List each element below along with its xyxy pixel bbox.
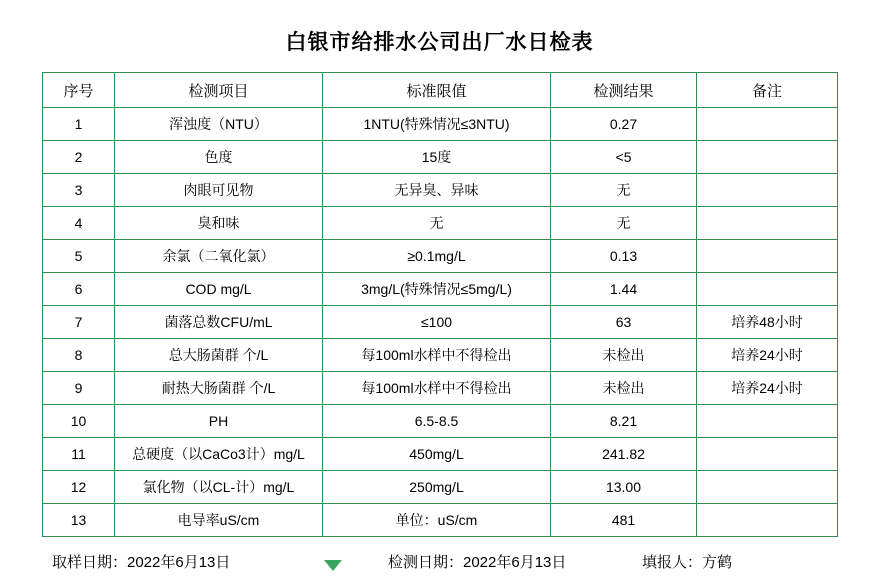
cell-no: 4 (43, 207, 115, 240)
table-row (43, 504, 838, 537)
table-row (43, 273, 838, 306)
cell-note (697, 471, 838, 504)
column-header-no: 序号 (43, 73, 115, 108)
table-row (43, 405, 838, 438)
test-date-text: 检测日期：2022年6月13日 (388, 554, 567, 571)
column-header-item: 检测项目 (115, 73, 323, 108)
filler-name-text: 填报人：方鹤 (642, 554, 733, 571)
cell-no: 7 (43, 306, 115, 339)
cell-item: 菌落总数CFU/mL (115, 306, 323, 339)
cell-no: 9 (43, 372, 115, 405)
cell-note (697, 405, 838, 438)
cell-item: 总大肠菌群 个/L (115, 339, 323, 372)
cell-result: <5 (551, 141, 697, 174)
cell-result: 未检出 (551, 372, 697, 405)
cell-result: 8.21 (551, 405, 697, 438)
cell-result: 1.44 (551, 273, 697, 306)
cell-standard: ≤100 (323, 306, 551, 339)
cell-standard: 无异臭、异味 (323, 174, 551, 207)
cell-item: 臭和味 (115, 207, 323, 240)
table-row (43, 108, 838, 141)
cell-standard: 每100ml水样中不得检出 (323, 372, 551, 405)
cell-result: 241.82 (551, 438, 697, 471)
cell-standard: ≥0.1mg/L (323, 240, 551, 273)
cell-standard: 3mg/L(特殊情况≤5mg/L) (323, 273, 551, 306)
cell-note: 培养24小时 (697, 339, 838, 372)
table-header-row (43, 73, 838, 108)
cell-result: 无 (551, 174, 697, 207)
cell-note (697, 240, 838, 273)
cell-standard: 6.5-8.5 (323, 405, 551, 438)
cell-item: 总硬度（以CaCo3计）mg/L (115, 438, 323, 471)
table-row (43, 240, 838, 273)
table-row (43, 438, 838, 471)
cell-item: 电导率uS/cm (115, 504, 323, 537)
cell-note: 培养24小时 (697, 372, 838, 405)
cell-note (697, 438, 838, 471)
cell-standard: 无 (323, 207, 551, 240)
water-quality-table (42, 72, 838, 537)
cell-item: 色度 (115, 141, 323, 174)
cell-no: 10 (43, 405, 115, 438)
column-header-result: 检测结果 (551, 73, 697, 108)
cell-no: 8 (43, 339, 115, 372)
cell-no: 11 (43, 438, 115, 471)
sample-date-text: 取样日期：2022年6月13日 (52, 554, 231, 571)
document-footer (0, 551, 879, 577)
cell-result: 13.00 (551, 471, 697, 504)
cell-result: 0.27 (551, 108, 697, 141)
cell-no: 13 (43, 504, 115, 537)
cell-note (697, 108, 838, 141)
table-row (43, 207, 838, 240)
cell-note: 培养48小时 (697, 306, 838, 339)
cell-note (697, 504, 838, 537)
table-row (43, 471, 838, 504)
cell-no: 3 (43, 174, 115, 207)
cell-note (697, 273, 838, 306)
cell-note (697, 207, 838, 240)
cell-item: PH (115, 405, 323, 438)
cell-item: 浑浊度（NTU） (115, 108, 323, 141)
cell-standard: 15度 (323, 141, 551, 174)
column-header-note: 备注 (697, 73, 838, 108)
cell-result: 无 (551, 207, 697, 240)
cell-item: COD mg/L (115, 273, 323, 306)
cell-standard: 250mg/L (323, 471, 551, 504)
report-table-container (0, 72, 879, 537)
table-row (43, 174, 838, 207)
cell-result: 未检出 (551, 339, 697, 372)
cell-item: 余氯（二氧化氯） (115, 240, 323, 273)
cell-no: 6 (43, 273, 115, 306)
cell-standard: 450mg/L (323, 438, 551, 471)
table-row (43, 339, 838, 372)
cell-note (697, 141, 838, 174)
page-title: 白银市给排水公司出厂水日检表 (285, 30, 594, 54)
cell-result: 481 (551, 504, 697, 537)
cell-item: 肉眼可见物 (115, 174, 323, 207)
cell-no: 5 (43, 240, 115, 273)
cell-item: 氯化物（以CL-计）mg/L (115, 471, 323, 504)
cell-note (697, 174, 838, 207)
cell-no: 2 (43, 141, 115, 174)
cell-standard: 每100ml水样中不得检出 (323, 339, 551, 372)
table-body (43, 108, 838, 537)
cell-no: 12 (43, 471, 115, 504)
cell-result: 63 (551, 306, 697, 339)
table-header (43, 73, 838, 108)
cell-no: 1 (43, 108, 115, 141)
green-triangle-marker-icon (324, 560, 342, 571)
table-row (43, 141, 838, 174)
cell-result: 0.13 (551, 240, 697, 273)
cell-standard: 1NTU(特殊情况≤3NTU) (323, 108, 551, 141)
table-row (43, 372, 838, 405)
table-row (43, 306, 838, 339)
column-header-standard: 标准限值 (323, 73, 551, 108)
cell-standard: 单位：uS/cm (323, 504, 551, 537)
cell-item: 耐热大肠菌群 个/L (115, 372, 323, 405)
